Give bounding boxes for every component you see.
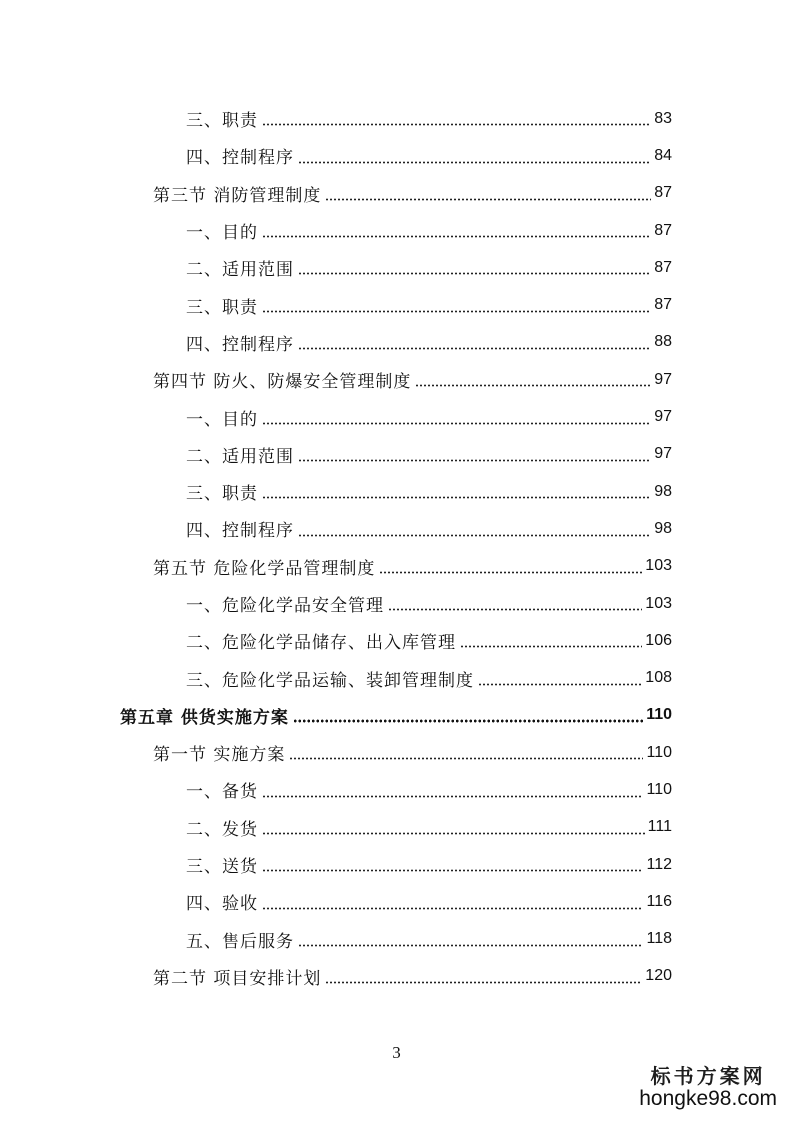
toc-entry-label: 第五节 危险化学品管理制度: [153, 558, 376, 579]
toc-entry-item[interactable]: [0, 398, 793, 435]
toc-entry-item[interactable]: [0, 324, 793, 361]
toc-entry-label: 二、适用范围: [186, 260, 294, 281]
dot-leader: [379, 571, 642, 574]
toc-entry-page: 98: [654, 482, 672, 500]
toc-entry-item[interactable]: [0, 809, 793, 846]
toc-entry-item[interactable]: [0, 212, 793, 249]
dot-leader: [298, 161, 651, 164]
toc-entry-item[interactable]: [0, 249, 793, 286]
dot-leader: [298, 534, 651, 537]
toc-entry-label: 三、职责: [186, 111, 258, 132]
toc-entry-label: 第五章 供货实施方案: [120, 707, 289, 728]
toc-entry-label: 二、危险化学品储存、出入库管理: [186, 633, 456, 654]
toc-entry-section[interactable]: [0, 734, 793, 771]
toc-entry-label: 二、适用范围: [186, 446, 294, 467]
toc-entry-item[interactable]: [0, 137, 793, 174]
toc-entry-label: 四、验收: [186, 894, 258, 915]
dot-leader: [325, 198, 651, 201]
toc-entry-label: 三、职责: [186, 297, 258, 318]
dot-leader: [325, 981, 642, 984]
toc-entry-label: 四、控制程序: [186, 148, 294, 169]
toc-entry-label: 一、备货: [186, 782, 258, 803]
dot-leader: [388, 608, 642, 611]
toc-entry-page: 118: [646, 930, 672, 948]
toc-entry-item[interactable]: [0, 883, 793, 920]
page-number: 3: [392, 1043, 401, 1062]
toc-entry-page: 106: [645, 631, 672, 649]
toc-entry-page: 97: [654, 370, 672, 388]
table-of-contents: [0, 100, 793, 995]
toc-entry-label: 第三节 消防管理制度: [153, 185, 322, 206]
dot-leader: [415, 384, 651, 387]
toc-entry-page: 97: [654, 445, 672, 463]
toc-entry-item[interactable]: [0, 286, 793, 323]
toc-entry-label: 一、危险化学品安全管理: [186, 596, 384, 616]
toc-entry-label: 三、职责: [186, 484, 258, 505]
dot-leader: [478, 683, 642, 686]
toc-entry-label: 一、目的: [186, 409, 258, 430]
dot-leader: [460, 645, 642, 648]
toc-entry-page: 88: [654, 333, 672, 351]
dot-leader: [293, 719, 643, 723]
dot-leader: [289, 757, 643, 760]
toc-entry-item[interactable]: [0, 659, 793, 696]
toc-entry-label: 第一节 实施方案: [153, 745, 286, 766]
toc-entry-page: 98: [654, 519, 672, 537]
toc-entry-chapter[interactable]: [0, 697, 793, 734]
dot-leader: [298, 272, 651, 275]
toc-entry-label: 一、目的: [186, 223, 258, 244]
dot-leader: [262, 795, 643, 798]
toc-entry-item[interactable]: [0, 846, 793, 883]
toc-entry-label: 二、发货: [186, 819, 258, 840]
toc-entry-label: 三、送货: [186, 857, 258, 878]
toc-entry-page: 108: [645, 669, 672, 687]
toc-entry-section[interactable]: [0, 361, 793, 398]
toc-entry-page: 103: [645, 594, 672, 612]
toc-entry-item[interactable]: [0, 510, 793, 547]
toc-entry-item[interactable]: [0, 585, 793, 622]
toc-entry-page: 87: [654, 296, 672, 314]
toc-entry-label: 第四节 防火、防爆安全管理制度: [153, 372, 412, 393]
dot-leader: [262, 869, 643, 872]
toc-entry-item[interactable]: [0, 771, 793, 808]
toc-entry-page: 112: [646, 855, 672, 873]
toc-entry-label: 四、控制程序: [186, 334, 294, 355]
toc-entry-item[interactable]: [0, 100, 793, 137]
toc-entry-page: 110: [646, 743, 672, 761]
toc-entry-page: 116: [646, 892, 672, 910]
toc-entry-section[interactable]: [0, 958, 793, 995]
toc-entry-page: 97: [654, 408, 672, 426]
toc-entry-page: 110: [646, 706, 672, 724]
watermark: [639, 1065, 777, 1110]
dot-leader: [262, 310, 651, 313]
toc-entry-item[interactable]: [0, 622, 793, 659]
toc-entry-page: 87: [654, 258, 672, 276]
watermark-url: hongke98.com: [639, 1086, 777, 1110]
dot-leader: [298, 347, 651, 350]
toc-entry-page: 83: [654, 109, 672, 127]
toc-entry-label: 第二节 项目安排计划: [153, 968, 322, 989]
toc-entry-page: 111: [647, 818, 672, 836]
toc-entry-page: 120: [645, 967, 672, 985]
dot-leader: [298, 944, 643, 947]
toc-entry-section[interactable]: [0, 548, 793, 585]
toc-entry-label: 四、控制程序: [186, 521, 294, 542]
toc-entry-label: 五、售后服务: [186, 931, 294, 952]
dot-leader: [262, 422, 651, 425]
dot-leader: [262, 123, 651, 126]
toc-entry-page: 84: [654, 146, 672, 164]
dot-leader: [298, 459, 651, 462]
toc-entry-page: 87: [654, 184, 672, 202]
toc-entry-page: 87: [654, 221, 672, 239]
dot-leader: [262, 832, 645, 835]
toc-entry-item[interactable]: [0, 473, 793, 510]
toc-entry-item[interactable]: [0, 921, 793, 958]
toc-entry-label: 三、危险化学品运输、装卸管理制度: [186, 670, 474, 691]
toc-entry-page: 110: [646, 780, 672, 798]
dot-leader: [262, 235, 651, 238]
toc-entry-section[interactable]: [0, 175, 793, 212]
toc-entry-item[interactable]: [0, 436, 793, 473]
watermark-title: 标书方案网: [650, 1063, 766, 1088]
dot-leader: [262, 496, 651, 499]
toc-entry-page: 103: [645, 557, 672, 575]
dot-leader: [262, 907, 643, 910]
